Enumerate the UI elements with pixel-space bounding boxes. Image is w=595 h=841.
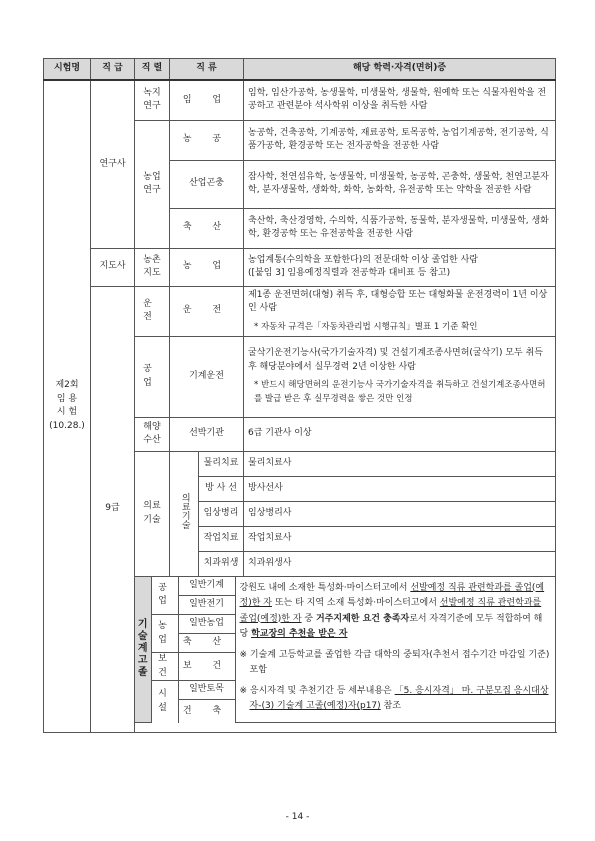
grade-researcher: 연구사 (91, 80, 135, 248)
series-medical: 의료기술 (135, 451, 170, 576)
subseries-forest: 임 업 (170, 80, 244, 120)
exam-name: 제2회 임 용 시 험 (10.28.) (44, 80, 91, 732)
tech-sub-health: 보 건 (178, 653, 235, 681)
series-marine: 해양수산 (135, 417, 170, 451)
tech-para2: ※ 기술계 고등학교를 졸업한 각급 대학의 중퇴자(추천서 접수기간 마감일 기준) 포함 (239, 649, 550, 675)
page-number: - 14 - (285, 812, 310, 822)
tech-health: 보 건 (151, 653, 178, 681)
tech-sub-machine: 일반기계 (178, 577, 235, 596)
qual-insect: 잠사학, 천연섬유학, 농생물학, 미생물학, 농공학, 곤충학, 생물학, 천연고분자학, 분자생물학, 생화학, 화학, 농화학, 유전공학 또는 약학을 전공한 사람 (244, 160, 556, 208)
header-exam: 시험명 (44, 59, 91, 81)
qual-pathology: 임상병리사 (244, 501, 556, 526)
row-forest (44, 80, 556, 120)
header-qualification: 해당 학력·자격(면허)증 (244, 59, 556, 81)
tech-label-text: 기술계 고졸 (137, 619, 148, 679)
subseries-livestock: 축 산 (170, 208, 244, 248)
qual-physio: 물리치료사 (244, 451, 556, 476)
qual-forest: 임학, 임산가공학, 농생물학, 미생물학, 생물학, 원예학 또는 식물자원학을 전공하고 관련분야 석사학위 이상을 취득한 사람 (244, 80, 556, 120)
row-driving (44, 286, 556, 336)
subseries-nonggong: 농 공 (170, 120, 244, 160)
qual-driving: 제1종 운전면허(대형) 취득 후, 대형승합 또는 대형화물 운전경력이 1년 이상인 사람 * 자동차 규격은「자동차관리법 시행규칙」별표 1 기준 확인 (244, 286, 556, 336)
qual-livestock: 축산학, 축산경영학, 수의학, 식품가공학, 동물학, 분자생물학, 미생물학, 생화학, 환경공학 또는 유전공학을 전공한 사람 (244, 208, 556, 248)
qual-marine: 6급 기관사 이상 (244, 417, 556, 451)
subseries-marine: 선박기관 (170, 417, 244, 451)
subseries-rural: 농 업 (170, 248, 244, 286)
series-agri: 농업연구 (135, 120, 170, 248)
qual-nonggong: 농공학, 건축공학, 기계공학, 재료공학, 토목공학, 농업기계공학, 전기공학, 식품가공학, 환경공학 또는 전자공학을 전공한 사람 (244, 120, 556, 160)
header-grade: 직 급 (91, 59, 135, 81)
medical-group-label: 의료기술 (170, 451, 199, 576)
tech-agriculture: 농 업 (151, 615, 178, 653)
tech-sub-architecture: 건 축 (178, 700, 235, 723)
series-driving: 운 전 (135, 286, 170, 336)
tech-block (135, 576, 556, 732)
qual-dental: 치과위생사 (244, 551, 556, 576)
series-forest: 녹지연구 (135, 80, 170, 120)
tech-sub-general-agri: 일반농업 (178, 615, 235, 634)
grade-guidance: 지도사 (91, 248, 135, 286)
series-rural: 농촌지도 (135, 248, 170, 286)
tech-sub-livestock: 축 산 (178, 634, 235, 653)
subseries-physio: 물리치료 (199, 451, 244, 476)
subseries-pathology: 임상병리 (199, 501, 244, 526)
subseries-driving: 운 전 (170, 286, 244, 336)
qualification-table (43, 58, 556, 733)
tech-inner-table (135, 577, 555, 724)
series-industry: 공 업 (135, 336, 170, 417)
tech-qualification (235, 577, 555, 723)
tech-industry: 공 업 (151, 577, 178, 615)
header-subseries: 직 류 (170, 59, 244, 81)
row-rural (44, 248, 556, 286)
tech-para3: ※ 응시자격 및 추천기간 등 세부내용은 「5. 응시자격」 마. 구분모집 응시대상자-(3) 기술계 고졸(예정)자(p17) 참조 (239, 685, 549, 711)
grade-9: 9급 (91, 286, 135, 732)
subseries-industry: 기계운전 (170, 336, 244, 417)
header-row (44, 59, 556, 81)
qual-industry: 굴삭기운전기능사(국가기술자격) 및 건설기계조종사면허(굴삭기) 모두 취득 후 해당분야에서 실무경력 2년 이상한 사람 * 반드시 해당면허의 운전기능사 국가기술자격을 취득하고 건설기계조종사면허를 발급 받은 후 실무경력을 쌓은 것만 인정 (244, 336, 556, 417)
tech-sub-civil: 일반토목 (178, 681, 235, 700)
qual-occupational: 작업치료사 (244, 526, 556, 551)
qual-rural: 농업계통(수의학을 포함한다)의 전문대학 이상 졸업한 사람 ([붙임 3] 임용예정직렬과 전공학과 대비표 등 참고) (244, 248, 556, 286)
tech-label (135, 577, 151, 723)
subseries-radiology: 방 사 선 (199, 476, 244, 501)
header-series: 직 렬 (135, 59, 170, 81)
subseries-occupational: 작업치료 (199, 526, 244, 551)
tech-sub-electric: 일반전기 (178, 596, 235, 615)
subseries-dental: 치과위생 (199, 551, 244, 576)
qual-radiology: 방사선사 (244, 476, 556, 501)
tech-facility: 시 설 (151, 681, 178, 723)
tech-para1: 강원도 내에 소재한 특성화·마이스터고에서 선발예정 직류 관련학과를 졸업(예정)한 자 또는 타 지역 소재 특성화·마이스터고에서 선발예정 직류 관련학과를 졸업(예정)한 자 중 거주지제한 요건 충족자로서 자격기준에 모두 적합하여 해당 학교장의 추천을 받은 자 (239, 582, 545, 639)
subseries-insect: 산업곤충 (170, 160, 244, 208)
